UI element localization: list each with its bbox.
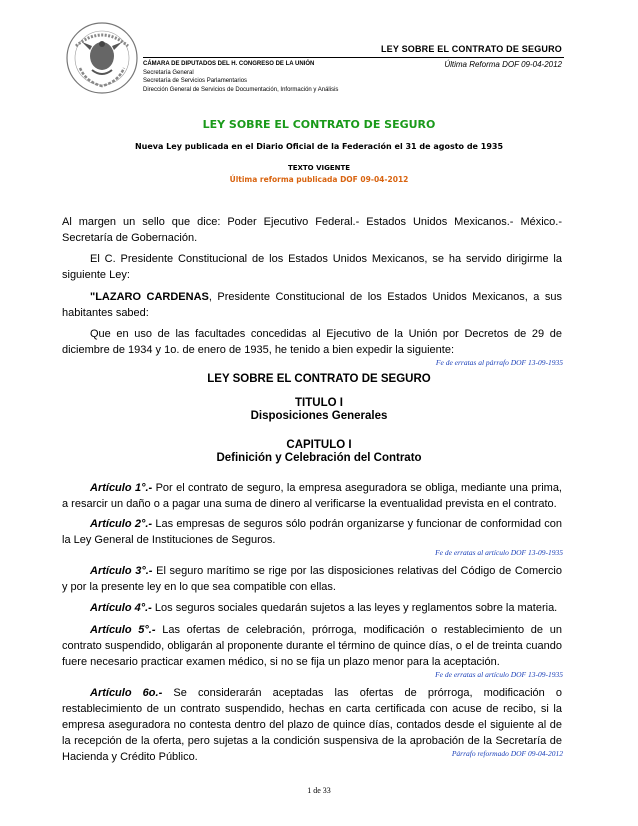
header-servicios: Secretaría de Servicios Parlamentarios (143, 78, 248, 84)
note-fe-erratas-art5: Fe de erratas al artículo DOF 13-09-1935 (435, 670, 563, 679)
article-1-label: Artículo 1°.- (90, 482, 153, 494)
page-number: 1 de 33 (307, 786, 331, 795)
titulo-heading: TITULO I (295, 397, 343, 409)
article-5 (62, 622, 562, 670)
header-direccion: Dirección General de Servicios de Documentación, Información y Análisis (143, 86, 339, 93)
article-2 (62, 516, 562, 548)
capitulo-heading: CAPITULO I (286, 439, 352, 451)
main-title: LEY SOBRE EL CONTRATO DE SEGURO (202, 118, 436, 131)
article-2-text: Las empresas de seguros sólo podrán organizarse y funcionar de conformidad con la Ley General de Instituciones de Seguros. (62, 518, 562, 546)
ultima-reforma: Última reforma publicada DOF 09-04-2012 (229, 175, 409, 184)
article-3 (62, 563, 562, 595)
lazaro-name: "LAZARO CARDENAS (90, 291, 209, 303)
article-1-text: Por el contrato de seguro, la empresa aseguradora se obliga, mediante una prima, a resarcir un daño o a pagar una suma de dinero al verificarse la eventualidad prevista en el contrato. (62, 482, 562, 510)
note-parrafo-reformado: Párrafo reformado DOF 09-04-2012 (451, 749, 563, 758)
publication-line: Nueva Ley publicada en el Diario Oficial de la Federación el 31 de agosto de 1935 (134, 142, 504, 151)
header-institution: CÁMARA DE DIPUTADOS DEL H. CONGRESO DE LA UNIÓN (143, 61, 315, 67)
paragraph-margin-seal: Al margen un sello que dice: Poder Ejecutivo Federal.- Estados Unidos Mexicanos.- México.- Secretaría de Gobernación. (62, 216, 562, 244)
article-1 (62, 480, 562, 512)
article-3-text: El seguro marítimo se rige por las disposiciones relativas del Código de Comercio y por la presente ley en lo que sea compatible con ellas. (62, 565, 562, 593)
article-4-label: Artículo 4°.- (90, 602, 152, 614)
header-reform-note: Última Reforma DOF 09-04-2012 (444, 60, 562, 69)
header-institution-block (143, 60, 338, 94)
article-5-text: Las ofertas de celebración, prórroga, modificación o restablecimiento de un contrato suspendido, obligarán al proponente durante el término de quince días, o el de treinta cuando fuere necesario practicar examen médico, si no se fija un plazo menor para la aceptación. (62, 624, 562, 668)
note-fe-erratas-art2: Fe de erratas al artículo DOF 13-09-1935 (435, 548, 563, 557)
article-5-label: Artículo 5°.- (90, 624, 156, 636)
article-3-label: Artículo 3°.- (90, 565, 153, 577)
header-document-title: LEY SOBRE EL CONTRATO DE SEGURO (380, 44, 562, 54)
paragraph-lazaro (62, 289, 562, 321)
titulo-name: Disposiciones Generales (250, 410, 388, 422)
article-2-label: Artículo 2°.- (90, 518, 153, 530)
article-4-text: Los seguros sociales quedarán sujetos a las leyes y reglamentos sobre la materia. (151, 602, 558, 614)
paragraph-facultades: Que en uso de las facultades concedidas al Ejecutivo de la Unión por Decretos de 29 de diciembre de 1934 y 1o. de enero de 1935, he tenido a bien expedir la siguiente: (62, 328, 562, 356)
article-4 (62, 600, 562, 616)
header-divider (143, 57, 564, 58)
capitulo-name: Definición y Celebración del Contrato (216, 452, 422, 464)
header-secretaria: Secretaría General (143, 69, 194, 76)
texto-vigente: TEXTO VIGENTE (287, 164, 351, 172)
article-6-text: Se considerarán aceptadas las ofertas de prórroga, modificación o restablecimiento de un contrato suspendido, hechas en carta certificada con acuse de recibo, si la empresa aseguradora no contesta dentro del plazo de quince días, contados desde el siguiente al de la recepción de la oferta, pero sujetas a la condición suspensiva de la aprobación de la Secretaría de Hacienda y Crédito Público. (62, 687, 563, 763)
note-fe-erratas-parrafo: Fe de erratas al párrafo DOF 13-09-1935 (435, 358, 563, 367)
coat-of-arms-seal-icon (62, 20, 142, 96)
article-6-label: Artículo 6o.- (90, 687, 163, 699)
lazaro-rest: , Presidente Constitucional de los Estados Unidos Mexicanos, a sus habitantes sabed: (62, 291, 562, 319)
paragraph-president: El C. Presidente Constitucional de los Estados Unidos Mexicanos, se ha servido dirigirme la siguiente Ley: (62, 253, 562, 281)
law-title: LEY SOBRE EL CONTRATO DE SEGURO (207, 373, 431, 385)
